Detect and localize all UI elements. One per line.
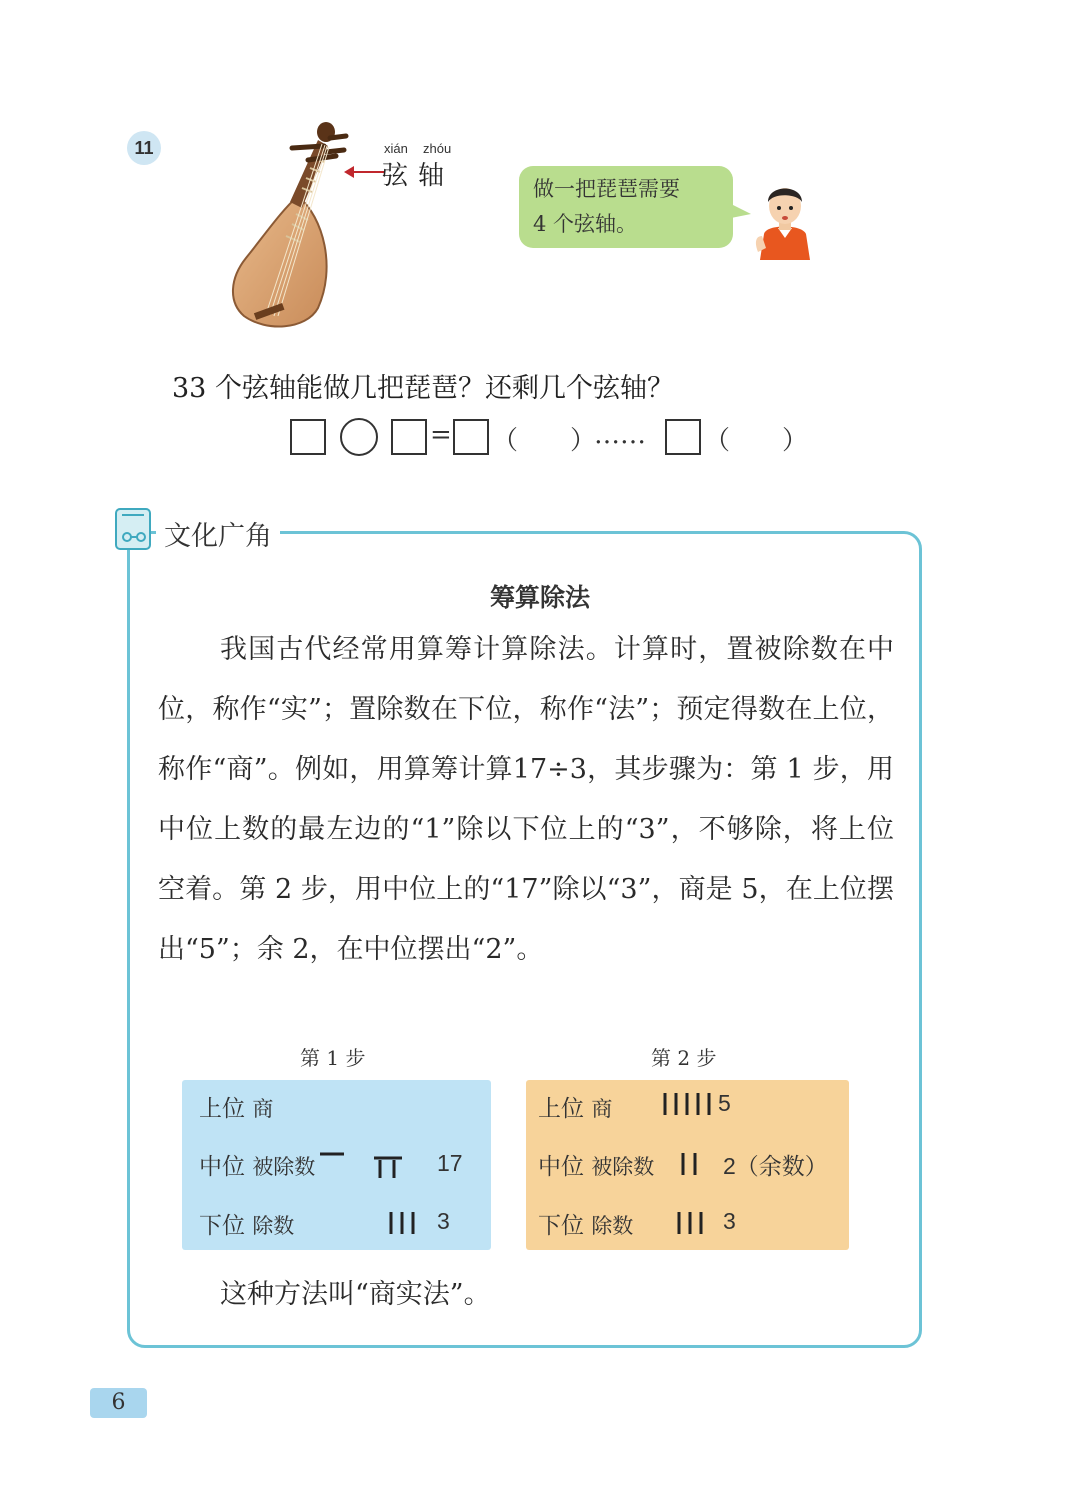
step1-rod-diagram bbox=[182, 1080, 491, 1250]
speech-line-1: 做一把琵琶需要 bbox=[533, 177, 680, 201]
remainder-ellipsis: …… bbox=[594, 420, 646, 450]
question-text: 33 个弦轴能做几把琵琶？还剩几个弦轴？ bbox=[172, 373, 674, 404]
step2-upper-value: 5 bbox=[718, 1090, 731, 1116]
pinyin-xian: xián bbox=[384, 141, 408, 156]
paragraph-text: 我国古代经常用算筹计算除法。计算时，置被除数在中位，称作“实”；置除数在下位，称作“法”；预定得数在上位，称作“商”。例如，用算筹计算17÷3，其步骤为：第 1 步，用中位上数的最左边的“1”除以下位上的“3”，不够除，将上位空着。第 2 步，用中位上的“17”除以“3”，商是 5，在上位摆出“5”；余 2，在中位摆出“2”。 bbox=[158, 634, 894, 965]
answer-box-dividend[interactable] bbox=[290, 419, 326, 455]
step2-rod-diagram bbox=[526, 1080, 849, 1250]
page-number: 6 bbox=[90, 1388, 147, 1418]
answer-box-quotient[interactable] bbox=[453, 419, 489, 455]
answer-box-remainder[interactable] bbox=[665, 419, 701, 455]
step2-rods-5 bbox=[662, 1091, 716, 1117]
step2-row-lower: 下位 除数 bbox=[538, 1213, 634, 1239]
pipa-illustration bbox=[226, 118, 356, 333]
step1-row-middle: 中位 被除数 bbox=[199, 1154, 316, 1180]
step1-rods-3 bbox=[388, 1210, 418, 1236]
boy-illustration bbox=[752, 178, 818, 260]
quotient-unit: （ ） bbox=[492, 426, 597, 456]
speech-bubble bbox=[519, 166, 733, 248]
remainder-unit: （ ） bbox=[704, 426, 809, 456]
step1-rods-17 bbox=[318, 1148, 408, 1178]
pinyin-zhou: zhóu bbox=[423, 141, 452, 156]
step1-row-upper: 上位 商 bbox=[199, 1096, 274, 1122]
equals-sign: = bbox=[430, 420, 452, 450]
step1-row-lower: 下位 除数 bbox=[199, 1213, 295, 1239]
step2-row-middle: 中位 被除数 bbox=[538, 1154, 655, 1180]
step2-lower-value: 3 bbox=[723, 1208, 736, 1234]
step2-middle-value: 2（余数） bbox=[723, 1153, 828, 1179]
step2-rods-3 bbox=[676, 1210, 706, 1236]
peg-label: 弦轴 bbox=[382, 161, 455, 191]
step1-lower-value: 3 bbox=[437, 1208, 450, 1234]
step2-row-upper: 上位 商 bbox=[538, 1096, 613, 1122]
step2-label: 第 2 步 bbox=[651, 1046, 717, 1070]
culture-paragraph bbox=[158, 620, 894, 980]
culture-corner-title: 文化广角 bbox=[156, 514, 280, 553]
book-icon bbox=[112, 505, 156, 553]
speech-bubble-tail bbox=[731, 202, 753, 222]
problem-number-badge: 11 bbox=[127, 131, 161, 165]
section-title: 筹算除法 bbox=[489, 583, 590, 612]
operator-circle[interactable] bbox=[340, 418, 378, 456]
step1-middle-value: 17 bbox=[437, 1150, 463, 1176]
answer-box-divisor[interactable] bbox=[391, 419, 427, 455]
speech-line-2: 4 个弦轴。 bbox=[533, 212, 638, 236]
step2-rods-2 bbox=[680, 1151, 700, 1177]
summary-text: 这种方法叫“商实法”。 bbox=[220, 1279, 491, 1310]
pointer-arrow bbox=[342, 162, 386, 182]
step1-label: 第 1 步 bbox=[300, 1046, 366, 1070]
